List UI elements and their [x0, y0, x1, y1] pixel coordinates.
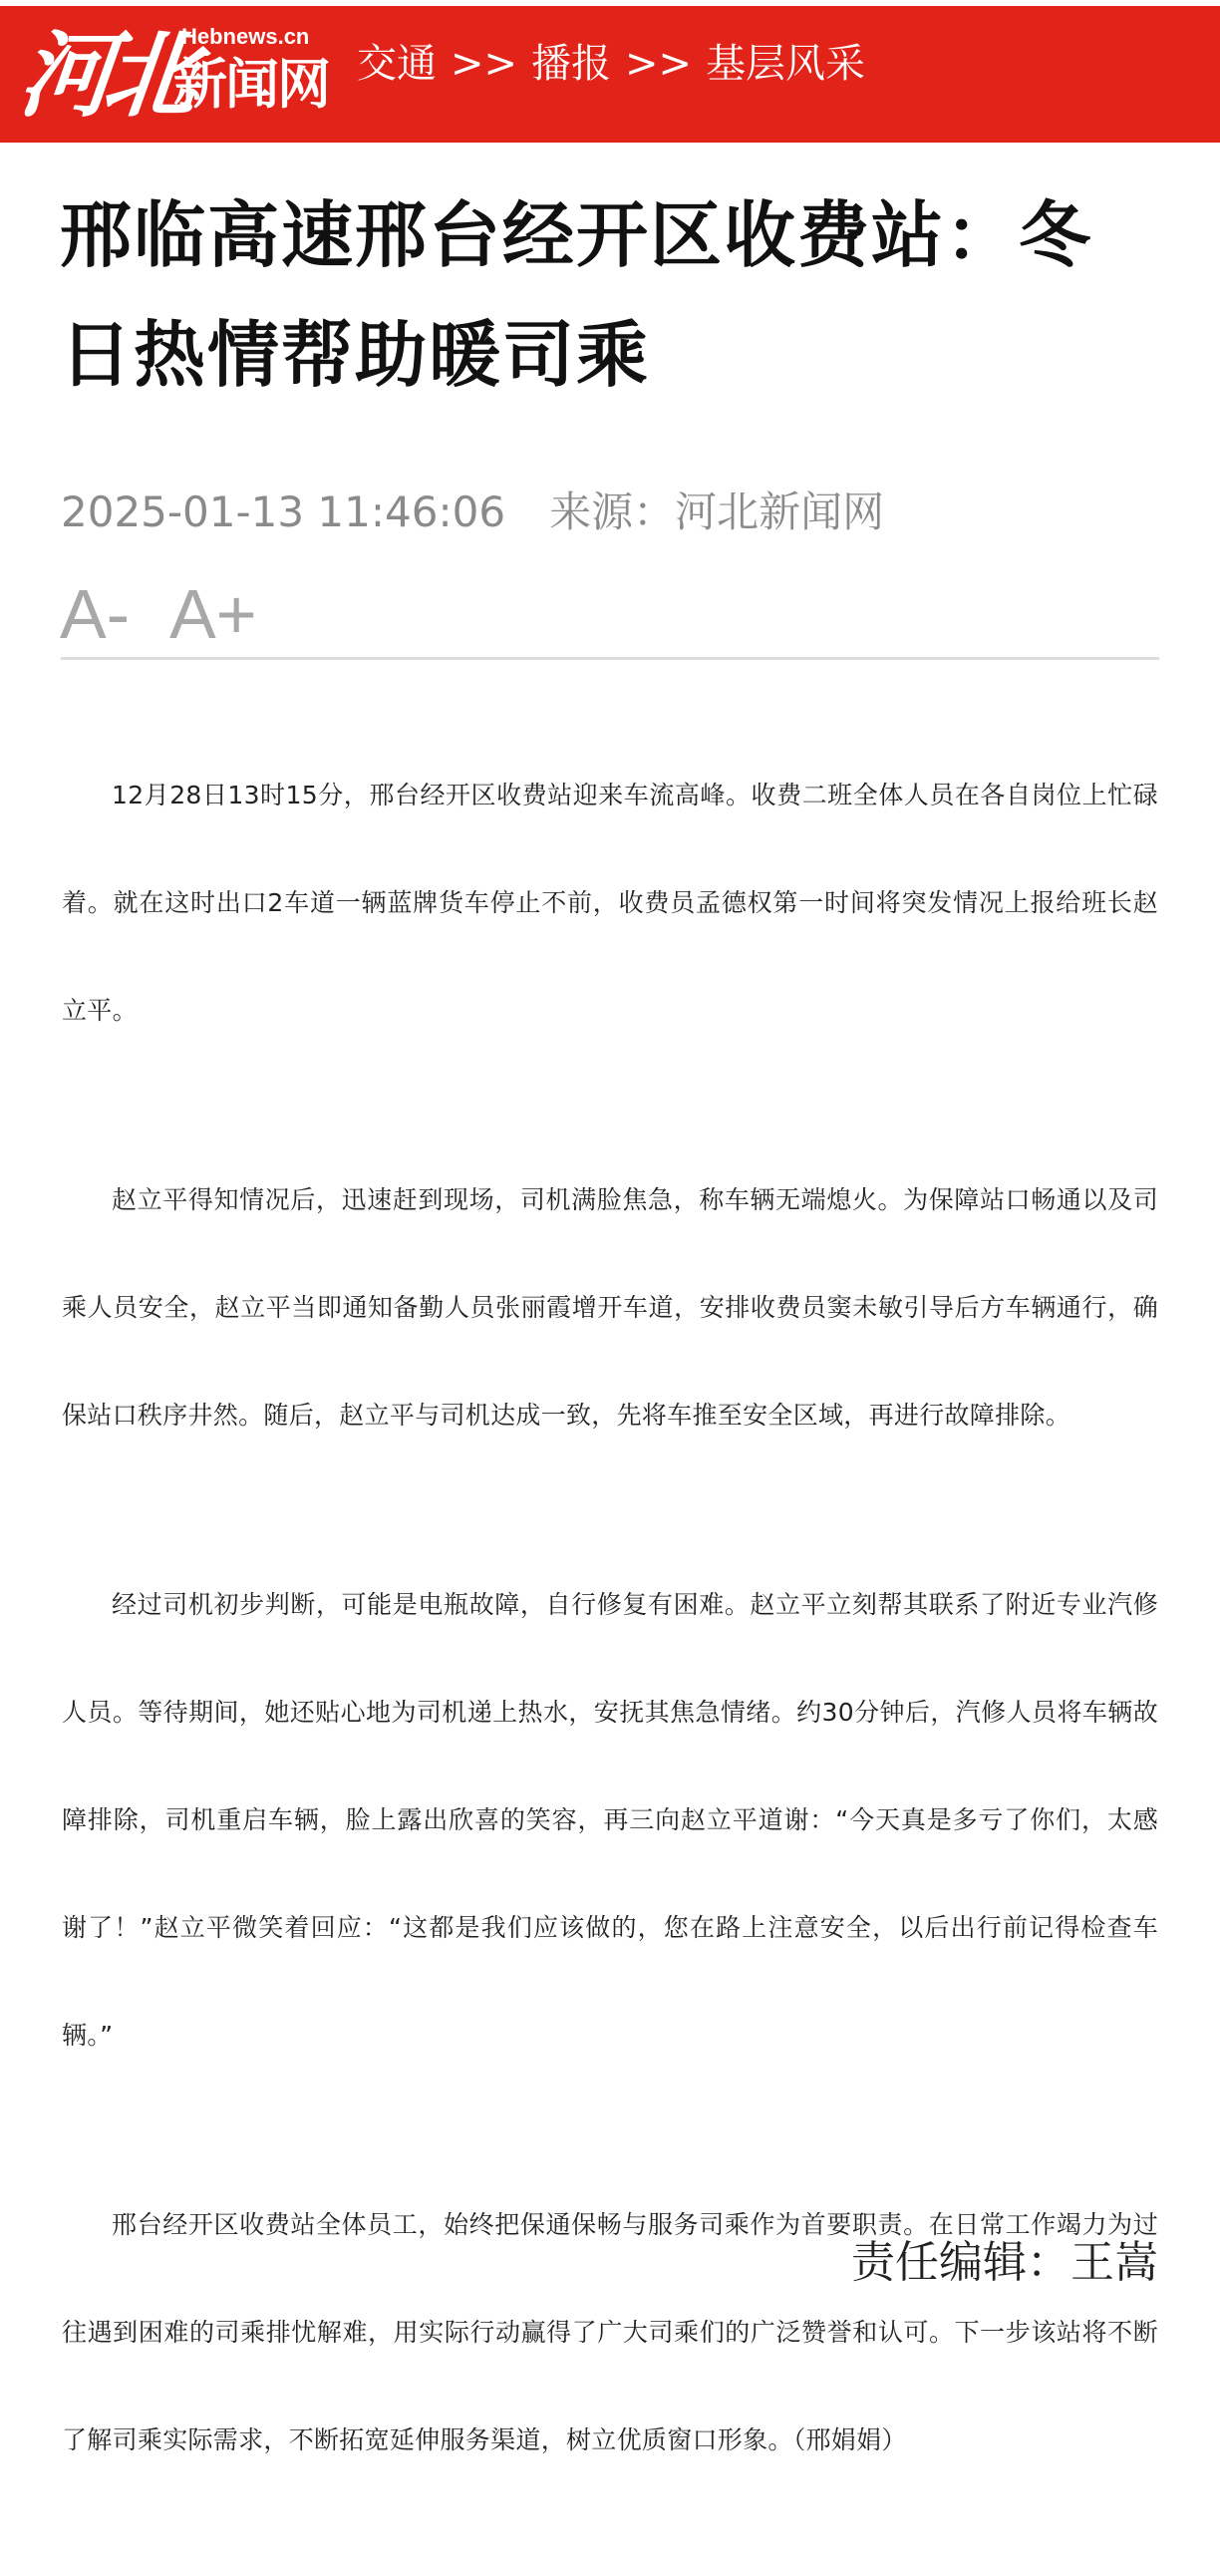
font-increase-button[interactable]: A+ [169, 575, 257, 653]
site-header [0, 0, 1220, 143]
breadcrumb-separator: >> [451, 41, 518, 87]
font-decrease-button[interactable]: A- [60, 575, 130, 653]
article-source: 来源：河北新闻网 [549, 487, 885, 536]
breadcrumb [357, 38, 865, 90]
article-paragraph: 经过司机初步判断，可能是电瓶故障，自行修复有困难。赵立平立刻帮其联系了附近专业汽修人员。等待期间，她还贴心地为司机递上热水，安抚其焦急情绪。约30分钟后，汽修人员将车辆故障排除，司机重启车辆，脸上露出欣喜的笑容，再三向赵立平道谢：“今天真是多亏了你们，太感谢了！”赵立平微笑着回应：“这都是我们应该做的，您在路上注意安全，以后出行前记得检查车辆。” [62, 1590, 1158, 2050]
breadcrumb-item-grassroots[interactable]: 基层风采 [706, 41, 866, 87]
logo-site-name: 新闻网 [173, 53, 329, 116]
logo-calligraphy: 河北 [14, 21, 193, 131]
font-size-controls [60, 572, 257, 656]
responsible-editor: 责任编辑：王嵩 [851, 2237, 1158, 2288]
breadcrumb-separator: >> [625, 41, 693, 87]
breadcrumb-item-broadcast[interactable]: 播报 [531, 41, 612, 87]
article-paragraph: 邢台经开区收费站全体员工，始终把保通保畅与服务司乘作为首要职责。在日常工作竭力为过往遇到困难的司乘排忧解难，用实际行动赢得了广大司乘们的广泛赞誉和认可。下一步该站将不断了解司乘实际需求，不断拓宽延伸服务渠道，树立优质窗口形象。（邢娟娟） [62, 2210, 1158, 2454]
header-divider [61, 657, 1159, 660]
site-logo[interactable] [14, 20, 329, 132]
breadcrumb-item-traffic[interactable]: 交通 [357, 41, 437, 87]
article-paragraph: 12月28日13时15分，邢台经开区收费站迎来车流高峰。收费二班全体人员在各自岗位上忙碌着。就在这时出口2车道一辆蓝牌货车停止不前，收费员孟德权第一时间将突发情况上报给班长赵立平。 [62, 781, 1158, 1025]
article-title: 邢临高速邢台经开区收费站：冬日热情帮助暖司乘 [60, 193, 1093, 397]
publish-datetime: 2025-01-13 11:46:06 [61, 487, 506, 536]
article-paragraph: 赵立平得知情况后，迅速赶到现场，司机满脸焦急，称车辆无端熄火。为保障站口畅通以及司乘人员安全，赵立平当即通知备勤人员张丽霞增开车道，安排收费员窦未敏引导后方车辆通行，确保站口秩序井然。随后，赵立平与司机达成一致，先将车推至安全区域，再进行故障排除。 [62, 1185, 1158, 1430]
article-meta [61, 484, 884, 540]
article-body [62, 742, 1158, 2576]
logo-domain: Hebnews.cn [181, 24, 310, 49]
